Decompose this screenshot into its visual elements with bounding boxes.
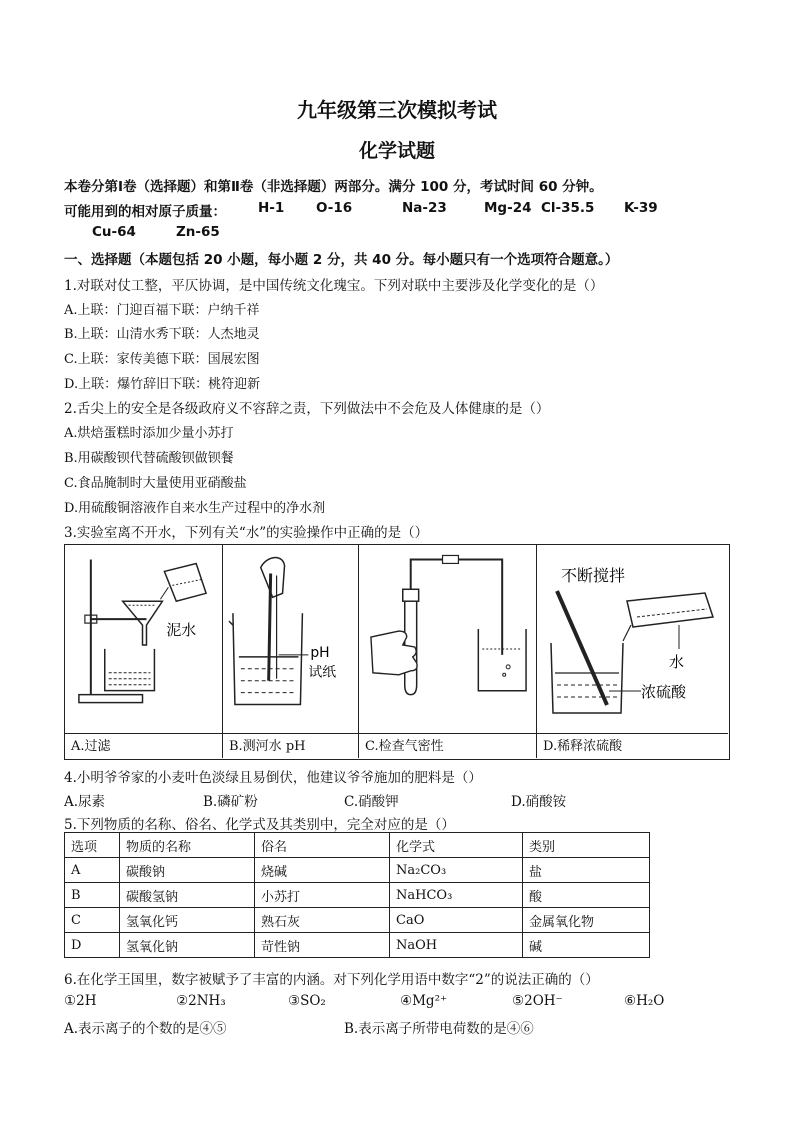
table-header: 选项 <box>65 833 120 858</box>
mass-item: Zn-65 <box>176 224 220 240</box>
stir-label: 不断搅拌 <box>561 566 626 585</box>
figure-cell-dilution <box>537 545 728 758</box>
airtightness-illustration <box>359 545 536 733</box>
mass-item: O-16 <box>316 200 353 216</box>
mass-item: Cl-35.5 <box>541 200 595 216</box>
table-cell: 小苏打 <box>255 883 390 908</box>
option-4a: A.尿素 <box>64 794 106 810</box>
table-header: 化学式 <box>390 833 523 858</box>
substance-table <box>64 832 650 958</box>
question-stem-1: 1.对联对仗工整，平仄协调，是中国传统文化瑰宝。下列对联中主要涉及化学变化的是（） <box>64 278 604 294</box>
option-6b: B.表示离子所带电荷数的是④⑥ <box>344 1021 534 1037</box>
table-cell: CaO <box>390 908 523 933</box>
option-1a: A.上联：门迎百福下联：户纳千祥 <box>64 303 260 318</box>
table-row <box>65 908 650 933</box>
table-cell: 碱 <box>523 933 650 958</box>
symbol-3: ③SO₂ <box>288 993 326 1009</box>
figure-cell-filtration <box>65 545 223 758</box>
table-cell: NaHCO₃ <box>390 883 523 908</box>
caption-b: B.测河水 pH <box>223 733 358 758</box>
caption-c: C.检查气密性 <box>359 733 536 758</box>
table-cell: 烧碱 <box>255 858 390 883</box>
table-cell: 氢氧化钠 <box>120 933 255 958</box>
question-stem-3: 3.实验室离不开水，下列有关“水”的实验操作中正确的是（） <box>64 525 429 541</box>
caption-d: D.稀释浓硫酸 <box>537 733 728 758</box>
symbol-6: ⑥H₂O <box>624 993 665 1009</box>
caption-a: A.过滤 <box>65 733 222 758</box>
question-stem-4: 4.小明爷爷家的小麦叶色淡绿且易倒伏，他建议爷爷施加的肥料是（） <box>64 770 482 786</box>
table-cell: 酸 <box>523 883 650 908</box>
table-row <box>65 933 650 958</box>
option-6a: A.表示离子的个数的是④⑤ <box>64 1021 227 1037</box>
symbol-5: ⑤2OH⁻ <box>512 993 563 1009</box>
figure-cell-ph-test <box>223 545 359 758</box>
option-2a: A.烘焙蛋糕时添加少量小苏打 <box>64 426 234 441</box>
dilution-illustration <box>537 545 728 733</box>
table-cell: 熟石灰 <box>255 908 390 933</box>
mass-item: K-39 <box>624 200 658 216</box>
table-header: 物质的名称 <box>120 833 255 858</box>
exam-subtitle: 化学试题 <box>358 140 435 162</box>
table-cell: 金属氧化物 <box>523 908 650 933</box>
table-cell: NaOH <box>390 933 523 958</box>
table-row <box>65 883 650 908</box>
ph-label: pH <box>310 644 330 661</box>
mass-item: H-1 <box>258 200 285 216</box>
option-2c: C.食品腌制时大量使用亚硝酸盐 <box>64 476 247 491</box>
mass-item: Mg-24 <box>484 200 532 216</box>
option-2d: D.用硫酸铜溶液作自来水生产过程中的净水剂 <box>64 501 326 516</box>
section-title: 一、选择题（本题包括 20 小题，每小题 2 分，共 40 分。每小题只有一个选项符合题意。） <box>64 252 619 268</box>
table-cell: 碳酸氢钠 <box>120 883 255 908</box>
table-cell: B <box>65 883 120 908</box>
symbol-2: ②2NH₃ <box>176 993 226 1009</box>
table-header: 类别 <box>523 833 650 858</box>
table-row <box>65 858 650 883</box>
option-1b: B.上联：山清水秀下联：人杰地灵 <box>64 327 260 342</box>
experiment-figure <box>64 544 730 760</box>
mass-label: 可能用到的相对原子质量： <box>64 204 226 220</box>
option-1c: C.上联：家传美德下联：国展宏图 <box>64 352 260 367</box>
mass-item: Na-23 <box>402 200 447 216</box>
table-cell: Na₂CO₃ <box>390 858 523 883</box>
filtration-illustration <box>65 545 222 733</box>
water-label: 水 <box>669 653 685 671</box>
question-stem-6: 6.在化学王国里，数字被赋予了丰富的内涵。对下列化学用语中数字“2”的说法正确的（） <box>64 972 599 988</box>
question-stem-5: 5.下列物质的名称、俗名、化学式及其类别中，完全对应的是（） <box>64 817 455 833</box>
option-1d: D.上联：爆竹辞旧下联：桃符迎新 <box>64 377 261 392</box>
table-cell: D <box>65 933 120 958</box>
symbol-1: ①2H <box>64 993 97 1009</box>
figure-cell-airtightness <box>359 545 537 758</box>
symbol-4: ④Mg²⁺ <box>400 993 448 1009</box>
option-4c: C.硝酸钾 <box>344 794 399 810</box>
table-header-row <box>65 833 650 858</box>
exam-title: 九年级第三次模拟考试 <box>297 98 497 122</box>
conc-acid-label: 浓硫酸 <box>641 683 687 701</box>
table-cell: C <box>65 908 120 933</box>
table-header: 俗名 <box>255 833 390 858</box>
table-cell: 盐 <box>523 858 650 883</box>
option-2b: B.用碳酸钡代替硫酸钡做钡餐 <box>64 451 234 466</box>
table-cell: 苛性钠 <box>255 933 390 958</box>
muddy-water-label: 泥水 <box>166 621 197 640</box>
table-cell: A <box>65 858 120 883</box>
ph-test-illustration <box>223 545 358 733</box>
question-stem-2: 2.舌尖上的安全是各级政府义不容辞之责，下列做法中不会危及人体健康的是（） <box>64 401 550 417</box>
option-4b: B.磷矿粉 <box>203 794 258 810</box>
table-cell: 氢氧化钙 <box>120 908 255 933</box>
test-paper-label: 试纸 <box>308 664 337 681</box>
table-cell: 碳酸钠 <box>120 858 255 883</box>
mass-item: Cu-64 <box>92 224 136 240</box>
exam-intro: 本卷分第Ⅰ卷（选择题）和第Ⅱ卷（非选择题）两部分。满分 100 分，考试时间 60 分钟。 <box>64 179 603 195</box>
option-4d: D.硝酸铵 <box>511 794 567 810</box>
